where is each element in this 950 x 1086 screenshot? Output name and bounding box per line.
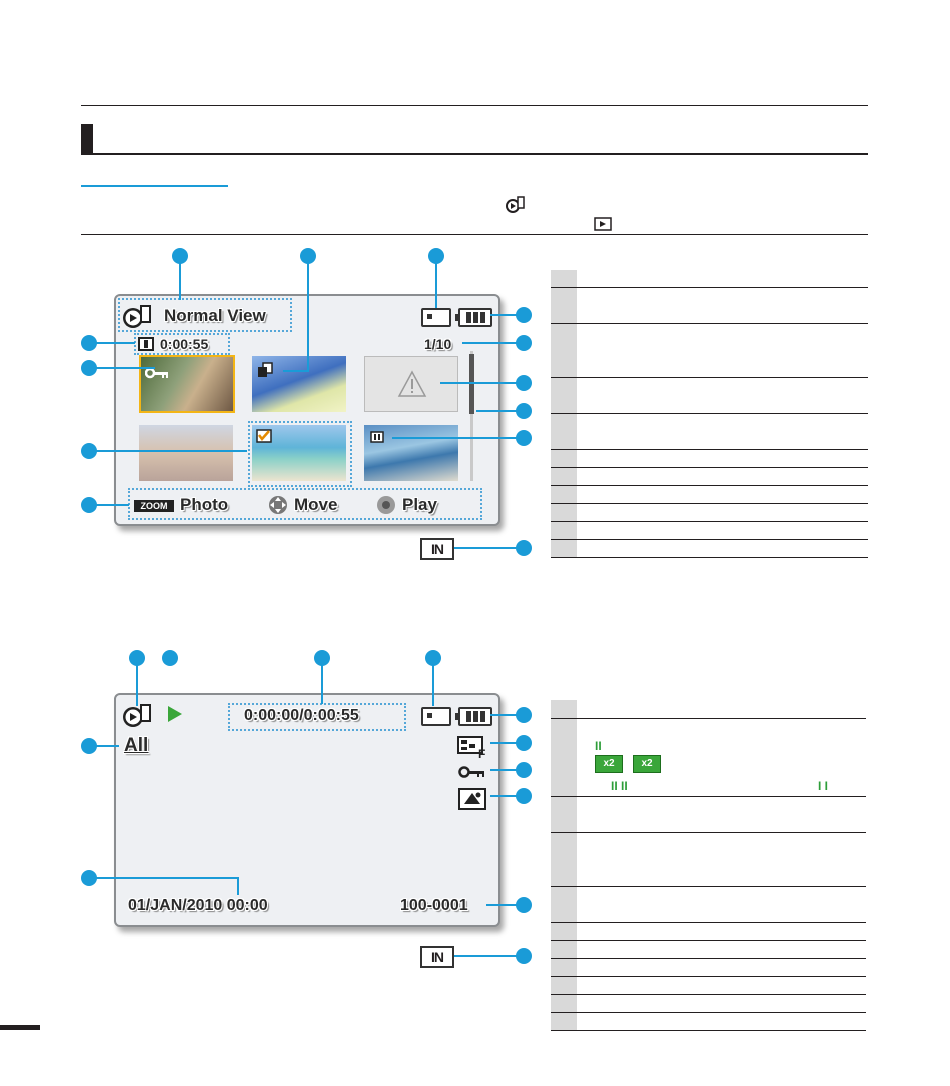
table-row — [551, 378, 868, 414]
top-rule — [81, 105, 868, 106]
callout-6 — [516, 735, 532, 751]
play-mode-icon — [122, 703, 152, 729]
callout-9 — [516, 540, 532, 556]
view-mode-box — [118, 298, 292, 332]
battery-icon — [458, 308, 492, 327]
selected-file-box — [248, 421, 352, 487]
timecode-box — [228, 703, 406, 731]
callout-8 — [516, 430, 532, 446]
subheading-underline — [81, 185, 228, 187]
section-heading-rule — [81, 153, 868, 155]
play-option-all-icon: All — [124, 735, 149, 756]
slide-show-icon — [456, 735, 488, 759]
forward-x2-icon: x2 — [633, 755, 661, 773]
table-row — [551, 833, 866, 887]
protect-key-icon — [458, 765, 486, 779]
callout-line — [490, 795, 518, 797]
upper-description-table — [551, 270, 868, 558]
pause-mark: II — [595, 739, 602, 753]
date-time-label: 01/JAN/2010 00:00 — [128, 897, 268, 914]
duration-label: 0:00:55 — [160, 336, 209, 352]
thumbnail-4[interactable] — [139, 425, 233, 481]
callout-line — [452, 547, 518, 549]
intro-rule — [81, 234, 868, 235]
internal-memory-icon: IN — [420, 538, 454, 560]
photo-guide-label: Photo — [180, 495, 229, 514]
callout-line — [179, 262, 181, 300]
table-row — [551, 288, 868, 324]
lower-description-table — [551, 700, 866, 1031]
multi-file-icon — [256, 362, 274, 378]
play-guide-label: Play — [402, 495, 437, 514]
table-row — [551, 504, 868, 522]
move-dpad-icon — [268, 495, 288, 515]
duration-box — [134, 333, 230, 355]
table-row — [551, 540, 868, 558]
callout-line — [392, 437, 518, 439]
table-row — [551, 977, 866, 995]
callout-line — [462, 342, 518, 344]
ok-button-icon — [376, 495, 396, 515]
callout-line — [490, 714, 518, 716]
thumbnail-3-error[interactable] — [364, 356, 458, 412]
pause-mark: II II — [611, 779, 628, 793]
single-view-screen — [114, 693, 500, 927]
memory-card-icon — [421, 308, 451, 327]
pause-mark: I I — [818, 779, 829, 793]
movie-thumbnail-icon — [370, 431, 384, 443]
page-corner-bar — [0, 1025, 40, 1030]
table-row — [551, 887, 866, 923]
table-row — [551, 941, 866, 959]
play-status-icon — [166, 704, 184, 724]
thumbnail-6[interactable] — [364, 425, 458, 481]
page-counter: 1/10 — [424, 336, 452, 352]
table-row — [551, 995, 866, 1013]
table-row — [551, 414, 868, 450]
callout-7 — [516, 762, 532, 778]
callout-line — [490, 742, 518, 744]
internal-memory-icon: IN — [420, 946, 454, 968]
play-button-icon — [594, 217, 612, 231]
table-row — [551, 1013, 866, 1031]
zoom-badge: ZOOM — [134, 500, 174, 512]
rewind-x2-icon: x2 — [595, 755, 623, 773]
callout-line — [95, 745, 119, 747]
file-number-label: 100-0001 — [400, 897, 468, 914]
callout-line — [237, 877, 239, 895]
callout-line — [95, 367, 155, 369]
callout-line — [95, 342, 135, 344]
callout-line — [321, 664, 323, 704]
anti-shake-icon — [458, 788, 486, 810]
table-row — [551, 923, 866, 941]
warning-icon — [397, 370, 427, 398]
callout-10 — [516, 948, 532, 964]
thumbnail-2[interactable] — [252, 356, 346, 412]
table-row — [551, 522, 868, 540]
callout-line — [476, 410, 518, 412]
callout-6 — [516, 375, 532, 391]
callout-4 — [516, 307, 532, 323]
callout-line — [435, 262, 437, 308]
callout-5 — [516, 335, 532, 351]
callout-5 — [516, 707, 532, 723]
thumbnail-1[interactable] — [139, 355, 235, 413]
table-row — [551, 486, 868, 504]
section-marker — [81, 124, 93, 154]
table-row — [551, 450, 868, 468]
callout-line — [95, 504, 129, 506]
table-row — [551, 270, 868, 288]
table-row — [551, 324, 868, 378]
callout-8 — [516, 788, 532, 804]
callout-line — [136, 664, 138, 706]
timecode-label: 0:00:00/0:00:55 — [244, 707, 359, 724]
table-row — [551, 797, 866, 833]
table-row — [551, 959, 866, 977]
callout-line — [486, 904, 518, 906]
scroll-thumb[interactable] — [469, 354, 474, 414]
table-row — [551, 719, 866, 797]
callout-line — [490, 769, 518, 771]
callout-line — [432, 664, 434, 706]
battery-icon — [458, 707, 492, 726]
view-mode-label: Normal View — [164, 306, 266, 325]
table-row — [551, 468, 868, 486]
callout-line — [283, 370, 309, 372]
move-guide-label: Move — [294, 495, 338, 514]
callout-7 — [516, 403, 532, 419]
callout-9 — [516, 897, 532, 913]
table-row — [551, 700, 866, 719]
play-mode-icon — [505, 196, 525, 214]
callout-line — [307, 262, 309, 372]
callout-line — [95, 877, 239, 879]
memory-card-icon — [421, 707, 451, 726]
callout-line — [440, 382, 518, 384]
callout-2 — [162, 650, 178, 666]
callout-line — [490, 314, 518, 316]
callout-line — [95, 450, 247, 452]
svg-text:F: F — [478, 747, 486, 759]
callout-line — [452, 955, 518, 957]
